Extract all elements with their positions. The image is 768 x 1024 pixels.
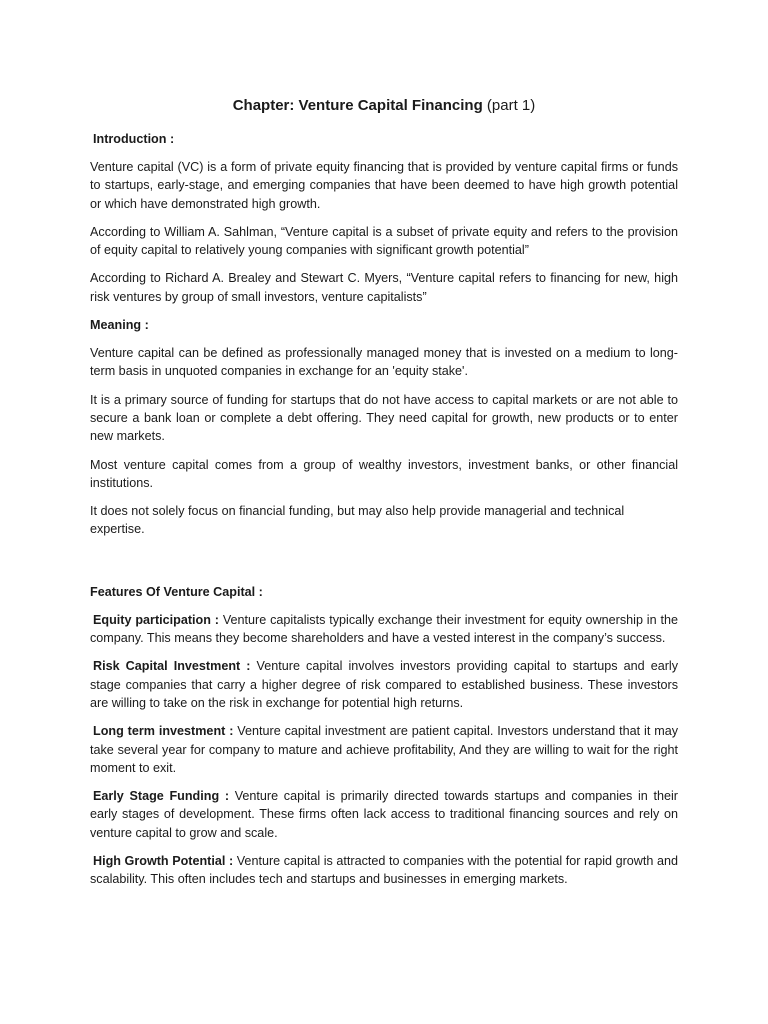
meaning-heading: Meaning : (90, 318, 149, 333)
feature-label: Long term investment : (93, 724, 234, 739)
title-main: Chapter: Venture Capital Financing (232, 97, 483, 114)
feature-risk-capital (90, 657, 678, 712)
feature-high-growth (90, 852, 678, 889)
feature-text: Venture capital involves investors providing capital to startups and early stage companies that carry a higher degree of risk compared to established business. These investors are willing to take on the risk in exchange for potential high returns. (90, 659, 678, 710)
document-body (90, 96, 678, 899)
feature-label: Early Stage Funding : (93, 789, 230, 804)
meaning-paragraph-4: It does not solely focus on financial funding, but may also help provide managerial and technical expertise. (90, 504, 625, 537)
feature-text: Venture capital is attracted to companies with the potential for rapid growth and scalability. This often includes tech and startups and businesses in emerging markets. (90, 854, 678, 887)
feature-equity-participation (90, 611, 678, 648)
intro-paragraph-1: Venture capital (VC) is a form of private equity financing that is provided by venture capital firms or funds to startups, early-stage, and emerging companies that have been deemed to have high growth potential or which have demonstrated high growth. (90, 160, 678, 211)
feature-text: Venture capital investment are patient capital. Investors understand that it may take several year for company to mature and achieve profitability, And they are willing to wait for the right moment to exit. (90, 724, 679, 775)
feature-label: Risk Capital Investment : (93, 659, 251, 674)
meaning-paragraph-3: Most venture capital comes from a group of wealthy investors, investment banks, or other financial institutions. (90, 457, 678, 490)
title-part: (part 1) (486, 97, 536, 114)
meaning-paragraph-2: It is a primary source of funding for startups that do not have access to capital markets or are not able to secure a bank loan or complete a debt offering. They need capital for growth, new products or to enter new markets. (90, 392, 678, 444)
introduction-heading: Introduction : (93, 132, 175, 146)
feature-early-stage (90, 787, 678, 842)
feature-label: High Growth Potential : (93, 854, 234, 869)
feature-long-term (90, 722, 678, 777)
feature-label: Equity participation : (93, 612, 219, 627)
meaning-paragraph-1: Venture capital can be defined as professionally managed money that is invested on a medium to long-term basis in unquoted companies in exchange for an 'equity stake'. (90, 346, 678, 379)
feature-text: Venture capital is primarily directed towards startups and companies in their early stages of development. These firms often lack access to traditional financing sources and rely on venture capital to grow and scale. (90, 789, 678, 840)
features-heading: Features Of Venture Capital : (90, 584, 263, 599)
intro-paragraph-3: According to Richard A. Brealey and Stewart C. Myers, “Venture capital refers to financing for new, high risk ventures by group of small investors, venture capitalists” (90, 271, 678, 304)
feature-text: Venture capitalists typically exchange their investment for equity ownership in the company. This means they become shareholders and have a vested interest in the company’s success. (90, 612, 678, 646)
intro-paragraph-2: According to William A. Sahlman, “Venture capital is a subset of private equity and refers to the provision of equity capital to relatively young companies with significant growth potential” (90, 224, 678, 258)
page-title (90, 96, 678, 116)
section-spacer (90, 549, 678, 583)
